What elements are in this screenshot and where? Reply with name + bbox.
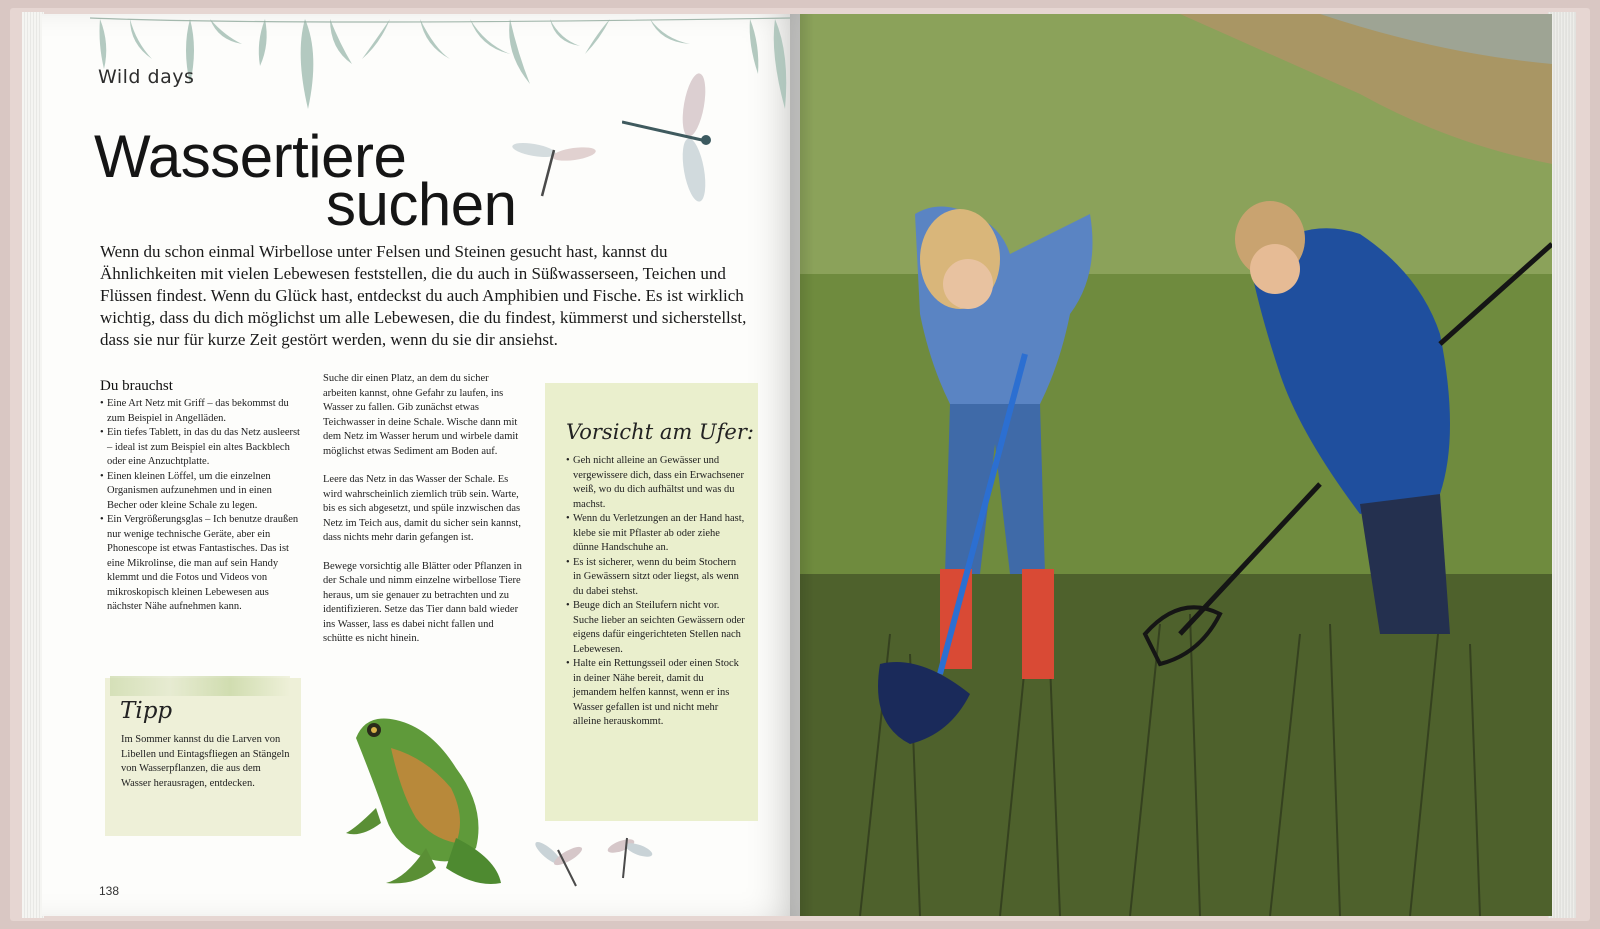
photo-page — [800, 14, 1552, 916]
list-item: • Es ist sicherer, wenn du beim Stochern in Gewässern sitzt oder liegst, als wenn du dabei stehst. — [566, 556, 746, 600]
dragonfly-icon — [512, 136, 602, 200]
list-item: • Eine Art Netz mit Griff – das bekommst du zum Beispiel in Angelläden. — [100, 397, 300, 426]
instructions-column — [323, 372, 523, 661]
tip-text: Im Sommer kannst du die Larven von Libellen und Eintagsfliegen an Stängeln von Wasserpflanzen, die aus dem Wasser herausragen, entdecken. — [121, 734, 290, 789]
you-need-list — [100, 397, 300, 615]
running-head: Wild days — [98, 66, 195, 88]
dragonfly-icon — [622, 70, 732, 210]
list-item: • Wenn du Verletzungen an der Hand hast, klebe sie mit Pflaster ab oder ziehe dünne Handschuhe an. — [566, 512, 746, 556]
instruction-paragraph: Suche dir einen Platz, an dem du sicher arbeiten kannst, ohne Gefahr zu laufen, ins Wasser zu fallen. Gib zunächst etwas Teichwasser in deine Schale. Wische dann mit dem Netz im Wasser herum und wirbele damit möglichst etwas Sediment am Boden auf. — [323, 373, 519, 457]
page-title-line1: Wassertiere — [94, 123, 407, 190]
children-pond-dipping-photo — [800, 14, 1552, 916]
right-page-edges — [1548, 12, 1576, 918]
page-number: 138 — [99, 884, 120, 898]
dragonfly-icon — [528, 838, 592, 890]
tip-leaves-decoration — [110, 676, 290, 696]
spine-shadow — [790, 14, 814, 916]
list-item: • Ein Vergrößerungsglas – Ich benutze draußen nur wenige technische Geräte, aber ein Phonescope ist etwas Fantastisches. Das ist eine Mikrolinse, die man auf sein Handy klemmt und die Fotos und Videos von mikroskopisch kleinen Lebewesen aus nächster Nähe aufnehmen kann. — [100, 513, 300, 615]
frog-icon — [336, 708, 516, 898]
list-item: • Geh nicht alleine an Gewässer und vergewissere dich, dass ein Erwachsener weiß, wo du dich aufhältst und was du machst. — [566, 454, 746, 512]
list-item: • Beuge dich an Steilufern nicht vor. Suche lieber an seichten Gewässern oder eigens dafür eingerichteten Stellen nach Lebewesen. — [566, 599, 746, 657]
dragonfly-icon — [605, 830, 655, 882]
caution-list — [566, 454, 746, 730]
caution-title: Vorsicht am Ufer: — [566, 420, 754, 444]
instruction-paragraph: Bewege vorsichtig alle Blätter oder Pflanzen in der Schale und nimm einzelne wirbellose Tiere heraus, um sie genauer zu betrachten und zu identifizieren. Setze das Tier dann bald wieder ins Wasser, lass es dabei nicht fallen und schütte es nicht hinein. — [323, 560, 522, 644]
list-item: • Halte ein Rettungsseil oder einen Stock in deiner Nähe bereit, damit du jemandem helfen kannst, wenn er ins Wasser gefallen ist und nicht mehr alleine herauskommt. — [566, 657, 746, 730]
list-item: • Ein tiefes Tablett, in das du das Netz ausleerst – ideal ist zum Beispiel ein altes Backblech oder eine Anzuchtplatte. — [100, 426, 300, 470]
you-need-heading: Du brauchst — [100, 378, 173, 394]
you-need-column — [100, 378, 300, 615]
tip-title: Tipp — [120, 698, 173, 724]
intro-paragraph: Wenn du schon einmal Wirbellose unter Felsen und Steinen gesucht hast, kannst du Ähnlichkeiten mit vielen Lebewesen feststellen, die du auch in Süßwasserseen, Teichen und Flüssen findest. Wenn du Glück hast, entdeckst du auch Amphibien und Fische. Es ist wirklich wichtig, dass du dich möglichst um alle Lebewesen, die du findest, kümmerst und sicherstellst, dass sie nur für kurze Zeit gestört werden, wenn du sie dir ansiehst. — [100, 242, 747, 349]
instruction-paragraph: Leere das Netz in das Wasser der Schale. Es wird wahrscheinlich ziemlich trüb sein. Warte, bis es sich abgesetzt, und spüle inzwischen das Netz im Teich aus, damit du sicher sein kannst, dass nichts mehr darin gefangen ist. — [323, 474, 521, 543]
list-item: • Einen kleinen Löffel, um die einzelnen Organismen aufzunehmen und in einen Becher oder kleine Schale zu legen. — [100, 470, 300, 514]
left-page-edges — [22, 12, 44, 918]
page-title-line2: suchen — [326, 171, 517, 238]
